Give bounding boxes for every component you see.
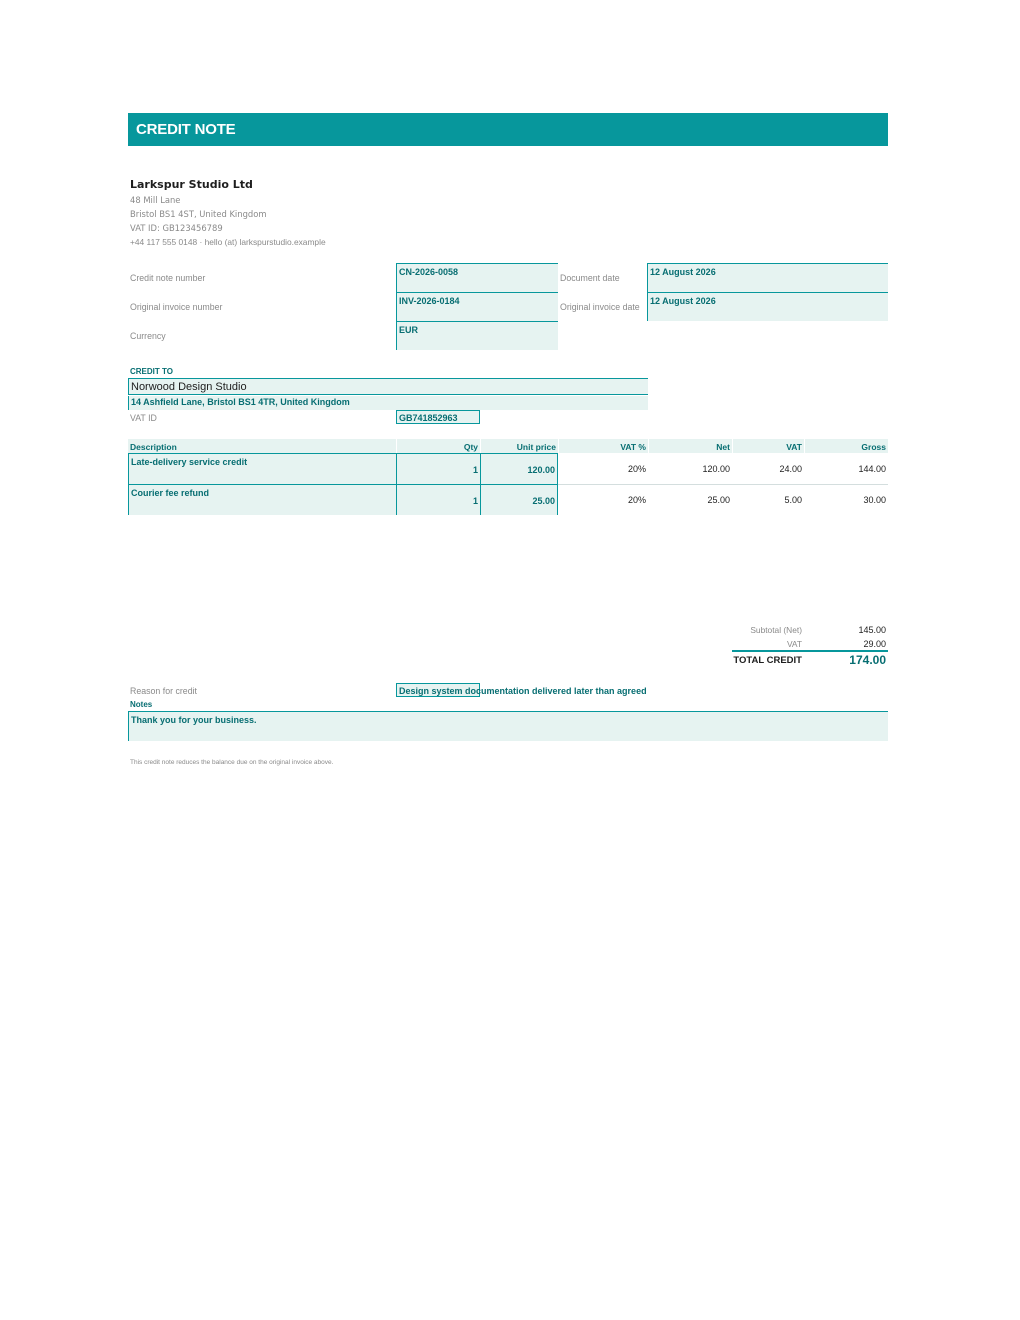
title-banner (128, 113, 888, 146)
company-address-line2: Bristol BS1 4ST, United Kingdom (130, 209, 267, 219)
header-description: Description (130, 442, 177, 452)
original-invoice-number-value: INV-2026-0184 (399, 296, 460, 306)
currency-field[interactable] (396, 321, 558, 350)
header-qty: Qty (463, 442, 478, 452)
row1-gross: 144.00 (858, 464, 886, 474)
vat-total-value: 29.00 (863, 639, 886, 649)
row1-qty: 1 (472, 465, 478, 475)
credit-to-heading: CREDIT TO (130, 367, 173, 376)
customer-address: 14 Ashfield Lane, Bristol BS1 4TR, United Kingdom (131, 397, 350, 407)
notes-value: Thank you for your business. (131, 715, 257, 725)
customer-vat-label: VAT ID (130, 413, 157, 423)
currency-value: EUR (399, 325, 419, 335)
vat-total-label: VAT (786, 639, 802, 649)
company-vat-id: VAT ID: GB123456789 (130, 223, 223, 233)
original-invoice-number-field[interactable] (396, 292, 558, 321)
original-invoice-number-label: Original invoice number (130, 302, 223, 312)
customer-vat-value: GB741852963 (399, 413, 458, 423)
credit-note-number-field[interactable] (396, 263, 558, 292)
customer-name-field[interactable] (128, 378, 648, 395)
row2-description: Courier fee refund (131, 488, 210, 498)
subtotal-value: 145.00 (858, 625, 886, 635)
footer-note: This credit note reduces the balance due on the original invoice above. (130, 759, 334, 766)
customer-vat-field[interactable] (396, 410, 480, 424)
notes-heading: Notes (130, 700, 153, 709)
row2-unit-price-field[interactable] (480, 484, 558, 515)
header-vat: VAT (786, 442, 802, 452)
total-credit-value: 174.00 (849, 653, 886, 667)
company-contact: +44 117 555 0148 · hello (at) larkspurstudio.example (130, 237, 326, 247)
row2-qty-field[interactable] (396, 484, 480, 515)
document-date-field[interactable] (647, 263, 888, 292)
row1-net: 120.00 (702, 464, 730, 474)
row1-vat-pct: 20% (627, 464, 646, 474)
row2-description-field[interactable] (128, 484, 396, 515)
row1-unit-price: 120.00 (527, 465, 555, 475)
row2-net: 25.00 (707, 495, 730, 505)
credit-note-number-label: Credit note number (130, 273, 206, 283)
row2-gross: 30.00 (863, 495, 886, 505)
company-name: Larkspur Studio Ltd (130, 178, 253, 191)
row2-unit-price: 25.00 (532, 496, 555, 506)
header-gross: Gross (861, 442, 886, 452)
reason-field[interactable] (396, 683, 647, 697)
document-date-value: 12 August 2026 (650, 267, 716, 277)
credit-note-number-value: CN-2026-0058 (399, 267, 459, 277)
header-net: Net (716, 442, 730, 452)
row1-vat: 24.00 (779, 464, 802, 474)
subtotal-label: Subtotal (Net) (750, 625, 802, 635)
line-items-header (128, 439, 888, 453)
row1-description: Late-delivery service credit (131, 457, 248, 467)
row2-qty: 1 (472, 496, 478, 506)
currency-label: Currency (130, 331, 166, 341)
original-invoice-date-field[interactable] (647, 292, 888, 321)
total-credit-label: TOTAL CREDIT (733, 655, 802, 666)
row1-description-field[interactable] (128, 453, 396, 484)
original-invoice-date-value: 12 August 2026 (650, 296, 716, 306)
header-vat-pct: VAT % (620, 442, 646, 452)
original-invoice-date-label: Original invoice date (560, 302, 640, 312)
customer-name: Norwood Design Studio (131, 381, 247, 393)
row1-unit-price-field[interactable] (480, 453, 558, 484)
row2-vat: 5.00 (784, 495, 802, 505)
reason-label: Reason for credit (130, 686, 197, 696)
company-address-line1: 48 Mill Lane (130, 195, 181, 205)
notes-field[interactable] (128, 711, 888, 741)
row1-qty-field[interactable] (396, 453, 480, 484)
document-date-label: Document date (560, 273, 620, 283)
customer-address-field[interactable] (128, 396, 648, 410)
header-unit-price: Unit price (516, 442, 556, 452)
row2-vat-pct: 20% (627, 495, 646, 505)
reason-value: Design system documentation delivered later than agreed (399, 686, 647, 696)
total-divider (732, 650, 888, 652)
document-title: CREDIT NOTE (136, 121, 236, 138)
